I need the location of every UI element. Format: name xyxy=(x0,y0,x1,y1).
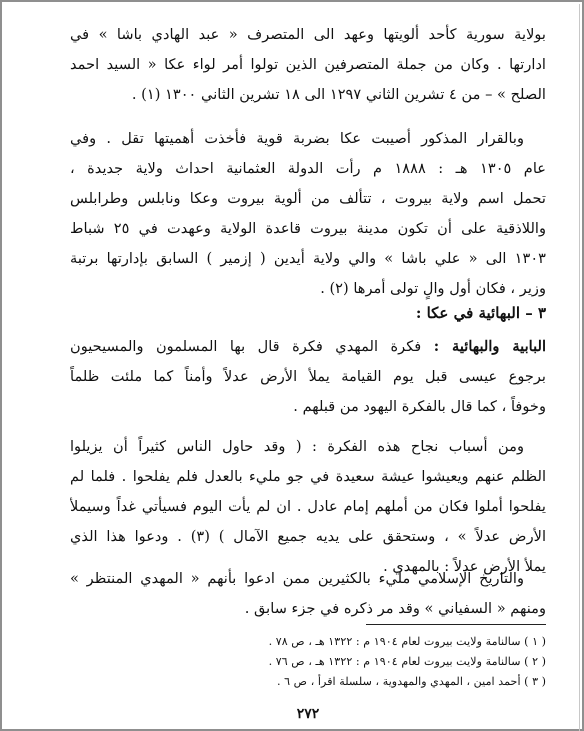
text-line: ومنهم « السفياني » وقد مر ذكره في جزء سابق . xyxy=(244,600,546,617)
frame-edge xyxy=(579,4,580,731)
text-line: تحمل اسم ولاية بيروت ، تتألف من ألوية بيروت وعكا ونابلس وطرابلس xyxy=(70,190,546,207)
text-line: ادارتها . وكان من جملة المتصرفين الذين تولوا أمر لواء عكا « السيد احمد xyxy=(70,56,546,73)
text-line: برجوع عيسى قبل يوم القيامة يملأ الأرض عدلاً وأمناً كما ملئت ظلماً xyxy=(70,368,546,385)
paragraph-1 xyxy=(70,20,546,110)
text-line: الأرض عدلاً » ، وستحقق على يديه جميع الآمال ) (٣) . ودعوا هذا الذي xyxy=(70,528,546,545)
text-line: بولاية سورية كأحد ألويتها وعهد الى المتصرف « عبد الهادي باشا » في xyxy=(70,26,546,43)
paragraph-4 xyxy=(70,432,546,582)
text-line: ومن أسباب نجاح هذه الفكرة : ( وقد حاول الناس كثيراً أن يزيلوا xyxy=(70,438,524,455)
paragraph-5 xyxy=(70,564,546,624)
footnote: ( ٢ ) سالنامة ولايت بيروت لعام ١٩٠٤ م : ١٣٢٢ هـ ، ص ٧٦ . xyxy=(268,655,546,668)
text-line: ١٣٠٣ الى « علي باشا » والي ولاية أيدين ( إزمير ) السابق بإدارتها برتبة xyxy=(70,250,546,267)
lead-rest: فكرة المهدي فكرة قال بها المسلمون والمسيحيون xyxy=(70,338,434,355)
footnote-divider xyxy=(366,624,546,625)
document-page xyxy=(70,20,546,725)
text-line: والتاريخ الإسلامي مليء بالكثيرين ممن ادعوا بأنهم « المهدي المنتظر » xyxy=(70,570,524,587)
paragraph-3 xyxy=(70,332,546,422)
footnote: ( ١ ) سالنامة ولايت بيروت لعام ١٩٠٤ م : ١٣٢٢ هـ ، ص ٧٨ . xyxy=(268,635,546,648)
text-line: وبالقرار المذكور أصيبت عكا بضربة قوية فأخذت أهميتها تقل . وفي xyxy=(70,130,524,147)
footnote: ( ٣ ) أحمد امين ، المهدي والمهدوية ، سلسلة اقرأ ، ص ٦ . xyxy=(276,675,546,688)
text-line: الظلم عنهم ويعيشوا عيشة سعيدة في جو مليء بالعدل فلم يفلحوا . فلما لم xyxy=(70,468,546,485)
paragraph-2 xyxy=(70,124,546,304)
text-line-with-lead xyxy=(70,332,546,362)
text-line: الصلح » – من ٤ تشرين الثاني ١٢٩٧ الى ١٨ تشرين الثاني ١٣٠٠ (١) . xyxy=(131,86,546,103)
text-line: وزير ، فكان أول والٍ تولى أمرها (٢) . xyxy=(320,280,546,297)
text-line: عام ١٣٠٥ هـ : ١٨٨٨ م رأت الدولة العثمانية احداث ولاية جديدة ، xyxy=(70,160,546,177)
footnotes xyxy=(70,632,546,692)
page-number: ٢٧٢ xyxy=(296,706,320,722)
section-heading xyxy=(70,298,546,328)
section-title: ٣ – البهائية في عكا : xyxy=(415,304,546,322)
text-line: واللاذقية على أن تكون مدينة بيروت قاعدة الولاية وعهدت في ٢٥ شباط xyxy=(70,220,546,237)
text-line: يملأ الأرض عدلاً : بالمهدي . xyxy=(383,558,546,575)
text-line: يفلحوا أملوا فكان من أملهم إمام عادل . ان لم يأت اليوم فسيأتي غداً وسيملأ xyxy=(70,498,546,515)
lead-term: البابية والبهائية : xyxy=(433,338,546,355)
text-line: وخوفاً ، كما قال بالفكرة اليهود من قبلهم . xyxy=(293,398,546,415)
